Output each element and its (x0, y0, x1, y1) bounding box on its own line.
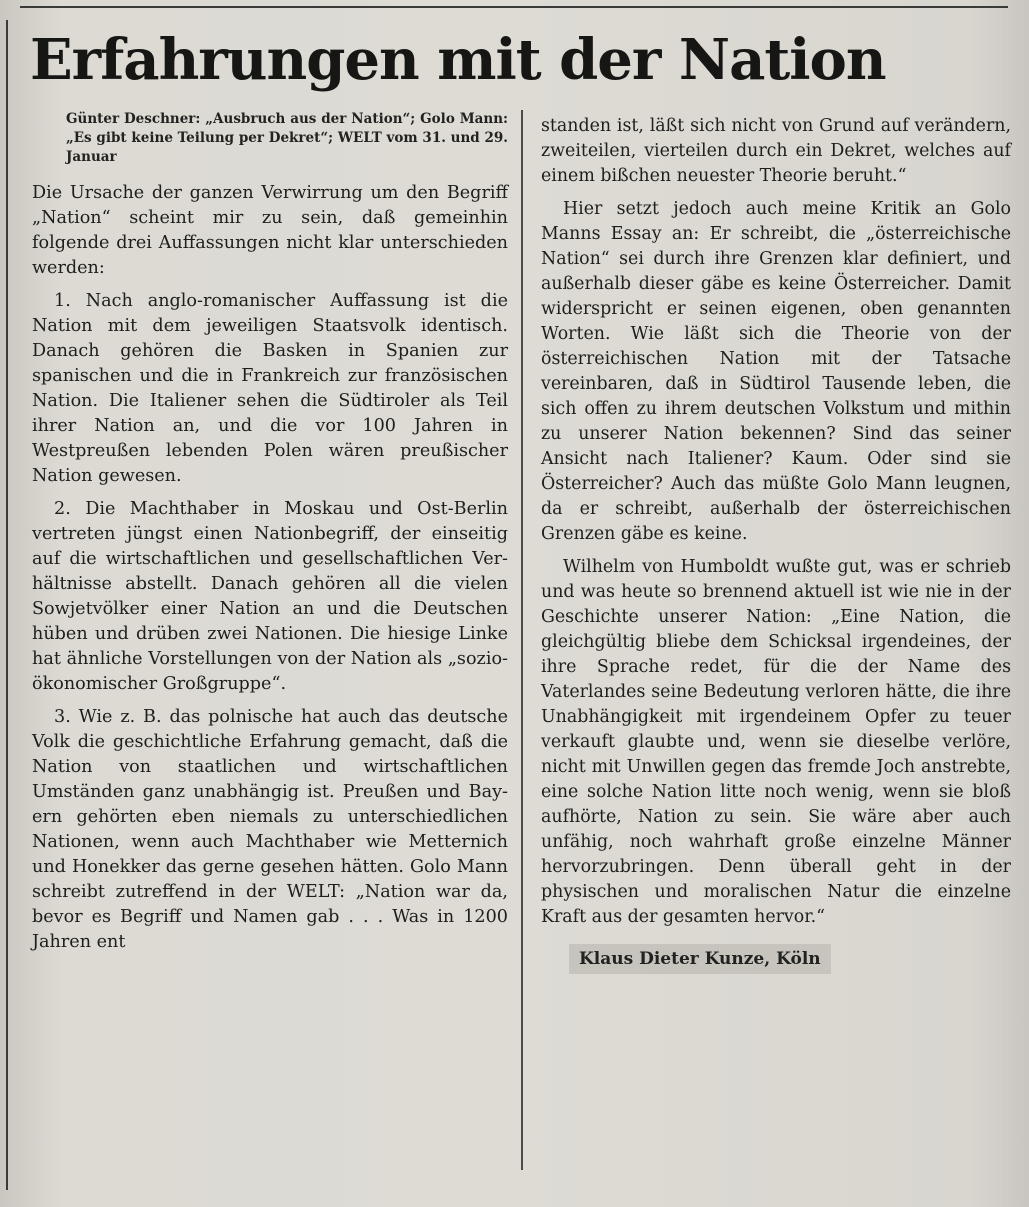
paragraph-point-1: 1. Nach anglo-romanischer Auffassung ist die Nation mit dem jeweiligen Staatsvolk identisch. Danach gehören die Basken in Spanien zur spanischen und die in Frankreich zur französischen Nation. Die Italiener sehen die Südtiroler als Teil ihrer Nation an, und die vor 100 Jahren in Westpreußen lebenden Polen wären preußischer Nation gewesen. (32, 291, 508, 486)
paragraph-continuation: standen ist, läßt sich nicht von Grund auf verändern, zweiteilen, vierteilen durch ein Dekret, welches auf einem bißchen neuester Theorie beruht.“ (541, 116, 1011, 186)
paragraph-point-2: 2. Die Machthaber in Moskau und Ost-Berlin vertreten jüngst einen Nationbegriff, der einseitig auf die wirtschaftlichen und gesellschaftlichen Verhältnisse abstellt. Danach gehören all die vielen Sowjetvölker einer Nation an und die Deutschen hüben und drüben zwei Nationen. Die hiesige Linke hat ähnliche Vorstellungen von der Nation als „sozio-ökonomischer Großgruppe“. (32, 499, 508, 694)
right-column (541, 114, 1011, 974)
paragraph-humboldt-quote: Wilhelm von Humboldt wußte gut, was er schrieb und was heute so brennend aktuell ist wie nie in der Geschichte unserer Nation: „Eine Nation, die gleichgültig bliebe dem Schicksal irgendeines, der ihre Sprache redet, für die der Name des Vaterlandes seine Bedeutung verloren hätte, die ihre Unabhängigkeit mit irgendeinem Opfer zu teuer verkauft glaubte und, wenn sie dieselbe verlöre, nicht mit Unwillen gegen das fremde Joch anstrebte, eine solche Nation litte noch wenig, wenn sie bloß aufhörte, Nation zu sein. Sie wäre aber auch unfähig, noch wahrhaft große einzelne Männer hervorzubringen. Denn überall geht in der physischen und moralischen Natur die einzelne Kraft aus der gesamten hervor.“ (541, 557, 1011, 927)
headline: Erfahrungen mit der Nation (30, 27, 886, 93)
column-divider (521, 110, 523, 1170)
paragraph-point-3: 3. Wie z. B. das polnische hat auch das deutsche Volk die geschichtliche Erfahrung gemacht, daß die Nation von staatlichen und wirtschaftlichen Umständen ganz unabhängig ist. Preußen und Bayern gehörten eben niemals zu unterschiedlichen Nationen, wenn auch Machthaber wie Metternich und Honekker das gerne gesehen hätten. Golo Mann schreibt zutreffend in der WELT: „Nation war da, bevor es Begriff und Namen gab . . . Was in 1200 Jahren ent (32, 707, 508, 952)
reference-note: Günter Deschner: „Ausbruch aus der Nation“; Golo Mann: „Es gibt keine Teilung per Dekret“; WELT vom 31. und 29. Januar (66, 111, 508, 165)
paragraph-intro: Die Ursache der ganzen Verwirrung um den Begriff „Nation“ scheint mir zu sein, daß gemeinhin folgende drei Auffassungen nicht klar unterschieden werden: (32, 183, 508, 278)
left-column (32, 110, 508, 963)
paragraph-critique: Hier setzt jedoch auch meine Kritik an Golo Manns Essay an: Er schreibt, die „österreichische Nation“ sei durch ihre Grenzen klar definiert, und außerhalb dieser gäbe es keine Österreicher. Damit widerspricht er seinen eigenen, oben genannten Worten. Wie läßt sich die Theorie von der österreichischen Nation mit der Tatsache vereinbaren, daß in Südtirol Tausende leben, die sich offen zu ihrem deutschen Volkstum und mithin zu unserer Nation bekennen? Sind das seiner Ansicht nach Italiener? Kaum. Oder sind sie Österreicher? Auch das müßte Golo Mann leugnen, da er schreibt, außerhalb der österreichischen Grenzen gäbe es keine. (541, 199, 1011, 544)
left-rule (6, 20, 8, 1190)
top-rule (20, 6, 1008, 8)
author-signature: Klaus Dieter Kunze, Köln (569, 944, 831, 974)
